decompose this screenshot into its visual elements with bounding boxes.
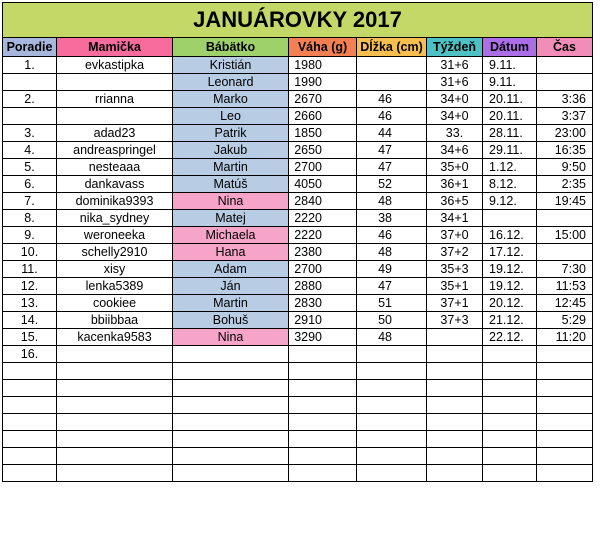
cell-tyzden[interactable]: 36+1 [427, 176, 483, 193]
cell-mamicka[interactable]: schelly2910 [57, 244, 173, 261]
cell-tyzden[interactable]: 34+1 [427, 210, 483, 227]
cell-mamicka[interactable] [57, 397, 173, 414]
cell-dlzka[interactable] [357, 448, 427, 465]
cell-vaha[interactable]: 2700 [289, 261, 357, 278]
table-row [3, 312, 593, 329]
cell-dlzka[interactable]: 50 [357, 312, 427, 329]
cell-tyzden[interactable] [427, 465, 483, 482]
cell-tyzden[interactable] [427, 431, 483, 448]
cell-mamicka[interactable] [57, 108, 173, 125]
cell-dlzka[interactable]: 46 [357, 108, 427, 125]
cell-babatko[interactable]: Nina [173, 329, 289, 346]
cell-cas[interactable]: 5:29 [537, 312, 593, 329]
cell-dlzka[interactable] [357, 414, 427, 431]
table-row [3, 329, 593, 346]
cell-dlzka[interactable]: 48 [357, 329, 427, 346]
cell-datum[interactable]: 19.12. [483, 261, 537, 278]
cell-poradie[interactable]: 12. [3, 278, 57, 295]
cell-tyzden[interactable] [427, 448, 483, 465]
cell-tyzden[interactable] [427, 414, 483, 431]
table-row [3, 108, 593, 125]
cell-datum[interactable]: 29.11. [483, 142, 537, 159]
cell-poradie[interactable]: 7. [3, 193, 57, 210]
cell-vaha[interactable]: 1990 [289, 74, 357, 91]
cell-dlzka[interactable] [357, 346, 427, 363]
cell-poradie[interactable] [3, 74, 57, 91]
table-row [3, 363, 593, 380]
cell-dlzka[interactable]: 38 [357, 210, 427, 227]
cell-mamicka[interactable]: nika_sydney [57, 210, 173, 227]
cell-cas[interactable] [537, 210, 593, 227]
cell-poradie[interactable]: 6. [3, 176, 57, 193]
cell-cas[interactable]: 3:37 [537, 108, 593, 125]
table-row [3, 380, 593, 397]
cell-mamicka[interactable]: nesteaaa [57, 159, 173, 176]
cell-babatko[interactable]: Nina [173, 193, 289, 210]
cell-mamicka[interactable]: cookiee [57, 295, 173, 312]
cell-datum[interactable] [483, 380, 537, 397]
cell-mamicka[interactable] [57, 414, 173, 431]
cell-cas[interactable] [537, 57, 593, 74]
cell-poradie[interactable]: 4. [3, 142, 57, 159]
cell-datum[interactable] [483, 397, 537, 414]
cell-datum[interactable] [483, 363, 537, 380]
cell-vaha[interactable]: 2650 [289, 142, 357, 159]
cell-babatko[interactable]: Leonard [173, 74, 289, 91]
header-mamicka[interactable]: Mamička [57, 38, 173, 57]
cell-vaha[interactable]: 2670 [289, 91, 357, 108]
table-row [3, 91, 593, 108]
cell-babatko[interactable] [173, 397, 289, 414]
table-row [3, 57, 593, 74]
cell-poradie[interactable] [3, 431, 57, 448]
cell-dlzka[interactable]: 47 [357, 142, 427, 159]
cell-vaha[interactable] [289, 363, 357, 380]
table-row [3, 244, 593, 261]
cell-dlzka[interactable]: 48 [357, 193, 427, 210]
cell-datum[interactable]: 9.11. [483, 57, 537, 74]
cell-datum[interactable]: 1.12. [483, 159, 537, 176]
cell-tyzden[interactable] [427, 346, 483, 363]
cell-poradie[interactable]: 8. [3, 210, 57, 227]
cell-datum[interactable] [483, 414, 537, 431]
header-vaha[interactable]: Váha (g) [289, 38, 357, 57]
cell-babatko[interactable]: Matej [173, 210, 289, 227]
cell-poradie[interactable] [3, 380, 57, 397]
cell-babatko[interactable]: Hana [173, 244, 289, 261]
cell-poradie[interactable] [3, 108, 57, 125]
cell-tyzden[interactable]: 37+3 [427, 312, 483, 329]
cell-datum[interactable]: 8.12. [483, 176, 537, 193]
cell-datum[interactable]: 22.12. [483, 329, 537, 346]
cell-dlzka[interactable] [357, 380, 427, 397]
cell-vaha[interactable]: 1980 [289, 57, 357, 74]
cell-cas[interactable] [537, 74, 593, 91]
cell-vaha[interactable] [289, 431, 357, 448]
table-row [3, 125, 593, 142]
cell-cas[interactable]: 16:35 [537, 142, 593, 159]
cell-vaha[interactable] [289, 414, 357, 431]
table-row [3, 431, 593, 448]
cell-poradie[interactable]: 2. [3, 91, 57, 108]
cell-mamicka[interactable] [57, 431, 173, 448]
cell-babatko[interactable] [173, 431, 289, 448]
cell-dlzka[interactable]: 52 [357, 176, 427, 193]
cell-dlzka[interactable]: 46 [357, 227, 427, 244]
cell-datum[interactable] [483, 346, 537, 363]
cell-poradie[interactable] [3, 363, 57, 380]
cell-cas[interactable]: 9:50 [537, 159, 593, 176]
cell-datum[interactable] [483, 431, 537, 448]
cell-datum[interactable]: 20.11. [483, 108, 537, 125]
cell-cas[interactable]: 11:20 [537, 329, 593, 346]
cell-poradie[interactable] [3, 448, 57, 465]
cell-tyzden[interactable]: 35+1 [427, 278, 483, 295]
cell-datum[interactable]: 9.12. [483, 193, 537, 210]
cell-vaha[interactable]: 2830 [289, 295, 357, 312]
table-row [3, 210, 593, 227]
cell-babatko[interactable]: Adam [173, 261, 289, 278]
cell-babatko[interactable]: Martin [173, 295, 289, 312]
cell-vaha[interactable]: 2220 [289, 210, 357, 227]
cell-vaha[interactable] [289, 448, 357, 465]
cell-datum[interactable] [483, 210, 537, 227]
cell-poradie[interactable]: 14. [3, 312, 57, 329]
cell-dlzka[interactable]: 49 [357, 261, 427, 278]
cell-mamicka[interactable] [57, 346, 173, 363]
cell-poradie[interactable]: 3. [3, 125, 57, 142]
cell-tyzden[interactable] [427, 397, 483, 414]
cell-vaha[interactable] [289, 380, 357, 397]
cell-tyzden[interactable]: 34+6 [427, 142, 483, 159]
cell-datum[interactable]: 17.12. [483, 244, 537, 261]
cell-babatko[interactable] [173, 414, 289, 431]
header-poradie[interactable]: Poradie [3, 38, 57, 57]
cell-poradie[interactable] [3, 397, 57, 414]
cell-dlzka[interactable] [357, 57, 427, 74]
cell-mamicka[interactable] [57, 380, 173, 397]
cell-mamicka[interactable]: rrianna [57, 91, 173, 108]
births-table [2, 2, 593, 482]
cell-vaha[interactable]: 2700 [289, 159, 357, 176]
cell-tyzden[interactable]: 31+6 [427, 74, 483, 91]
cell-dlzka[interactable]: 48 [357, 244, 427, 261]
cell-mamicka[interactable] [57, 465, 173, 482]
cell-babatko[interactable]: Matúš [173, 176, 289, 193]
cell-tyzden[interactable]: 34+0 [427, 91, 483, 108]
cell-babatko[interactable] [173, 346, 289, 363]
cell-datum[interactable]: 20.11. [483, 91, 537, 108]
cell-babatko[interactable] [173, 448, 289, 465]
cell-babatko[interactable] [173, 465, 289, 482]
header-cas[interactable]: Čas [537, 38, 593, 57]
cell-datum[interactable]: 28.11. [483, 125, 537, 142]
table-row [3, 227, 593, 244]
cell-mamicka[interactable] [57, 448, 173, 465]
table-row [3, 176, 593, 193]
cell-dlzka[interactable]: 44 [357, 125, 427, 142]
cell-cas[interactable] [537, 448, 593, 465]
cell-tyzden[interactable]: 35+0 [427, 159, 483, 176]
cell-datum[interactable]: 20.12. [483, 295, 537, 312]
table-row [3, 278, 593, 295]
cell-babatko[interactable]: Kristián [173, 57, 289, 74]
cell-vaha[interactable]: 2910 [289, 312, 357, 329]
cell-vaha[interactable]: 1850 [289, 125, 357, 142]
table-row [3, 193, 593, 210]
cell-vaha[interactable]: 4050 [289, 176, 357, 193]
table-row [3, 295, 593, 312]
cell-vaha[interactable] [289, 397, 357, 414]
cell-dlzka[interactable] [357, 74, 427, 91]
cell-cas[interactable]: 7:30 [537, 261, 593, 278]
table-row [3, 465, 593, 482]
cell-vaha[interactable]: 3290 [289, 329, 357, 346]
cell-cas[interactable] [537, 431, 593, 448]
cell-mamicka[interactable]: evkastipka [57, 57, 173, 74]
header-row [3, 38, 593, 57]
cell-tyzden[interactable]: 31+6 [427, 57, 483, 74]
cell-babatko[interactable]: Patrik [173, 125, 289, 142]
cell-babatko[interactable] [173, 363, 289, 380]
cell-tyzden[interactable] [427, 329, 483, 346]
cell-tyzden[interactable]: 34+0 [427, 108, 483, 125]
cell-tyzden[interactable]: 35+3 [427, 261, 483, 278]
cell-babatko[interactable]: Michaela [173, 227, 289, 244]
cell-dlzka[interactable]: 47 [357, 278, 427, 295]
cell-mamicka[interactable]: andreaspringel [57, 142, 173, 159]
cell-vaha[interactable]: 2840 [289, 193, 357, 210]
cell-datum[interactable] [483, 448, 537, 465]
cell-mamicka[interactable]: bbiibbaa [57, 312, 173, 329]
cell-cas[interactable]: 11:53 [537, 278, 593, 295]
cell-babatko[interactable] [173, 380, 289, 397]
cell-tyzden[interactable]: 37+1 [427, 295, 483, 312]
table-row [3, 261, 593, 278]
cell-dlzka[interactable]: 47 [357, 159, 427, 176]
cell-tyzden[interactable]: 33. [427, 125, 483, 142]
cell-mamicka[interactable] [57, 363, 173, 380]
cell-vaha[interactable]: 2220 [289, 227, 357, 244]
cell-babatko[interactable]: Ján [173, 278, 289, 295]
header-datum[interactable]: Dátum [483, 38, 537, 57]
cell-mamicka[interactable]: xisy [57, 261, 173, 278]
header-babatko[interactable]: Bábätko [173, 38, 289, 57]
table-row [3, 142, 593, 159]
cell-mamicka[interactable]: adad23 [57, 125, 173, 142]
table-row [3, 159, 593, 176]
cell-poradie[interactable]: 10. [3, 244, 57, 261]
cell-cas[interactable]: 3:36 [537, 91, 593, 108]
cell-poradie[interactable]: 13. [3, 295, 57, 312]
cell-dlzka[interactable] [357, 465, 427, 482]
cell-babatko[interactable]: Jakub [173, 142, 289, 159]
cell-vaha[interactable]: 2880 [289, 278, 357, 295]
cell-poradie[interactable]: 9. [3, 227, 57, 244]
cell-poradie[interactable]: 11. [3, 261, 57, 278]
table-row [3, 74, 593, 91]
cell-poradie[interactable]: 16. [3, 346, 57, 363]
cell-vaha[interactable]: 2380 [289, 244, 357, 261]
cell-tyzden[interactable]: 37+0 [427, 227, 483, 244]
cell-cas[interactable] [537, 363, 593, 380]
table-row [3, 346, 593, 363]
cell-datum[interactable] [483, 465, 537, 482]
cell-poradie[interactable] [3, 414, 57, 431]
cell-cas[interactable]: 23:00 [537, 125, 593, 142]
cell-babatko[interactable]: Marko [173, 91, 289, 108]
cell-poradie[interactable] [3, 465, 57, 482]
cell-cas[interactable]: 19:45 [537, 193, 593, 210]
cell-mamicka[interactable]: dankavass [57, 176, 173, 193]
cell-datum[interactable]: 21.12. [483, 312, 537, 329]
cell-poradie[interactable]: 5. [3, 159, 57, 176]
table-row [3, 448, 593, 465]
cell-cas[interactable]: 2:35 [537, 176, 593, 193]
cell-cas[interactable] [537, 346, 593, 363]
cell-vaha[interactable] [289, 465, 357, 482]
cell-dlzka[interactable] [357, 397, 427, 414]
cell-mamicka[interactable]: weroneeka [57, 227, 173, 244]
cell-tyzden[interactable]: 36+5 [427, 193, 483, 210]
cell-mamicka[interactable]: lenka5389 [57, 278, 173, 295]
cell-cas[interactable] [537, 465, 593, 482]
cell-datum[interactable]: 19.12. [483, 278, 537, 295]
cell-tyzden[interactable]: 37+2 [427, 244, 483, 261]
cell-dlzka[interactable] [357, 363, 427, 380]
table-row [3, 397, 593, 414]
cell-babatko[interactable]: Bohuš [173, 312, 289, 329]
table-row [3, 414, 593, 431]
cell-datum[interactable]: 9.11. [483, 74, 537, 91]
cell-poradie[interactable]: 1. [3, 57, 57, 74]
cell-vaha[interactable]: 2660 [289, 108, 357, 125]
cell-dlzka[interactable]: 51 [357, 295, 427, 312]
cell-cas[interactable] [537, 397, 593, 414]
cell-cas[interactable] [537, 244, 593, 261]
cell-mamicka[interactable] [57, 74, 173, 91]
cell-dlzka[interactable]: 46 [357, 91, 427, 108]
cell-babatko[interactable]: Leo [173, 108, 289, 125]
header-tyzden[interactable]: Týždeň [427, 38, 483, 57]
cell-vaha[interactable] [289, 346, 357, 363]
sheet-title[interactable]: JANUÁROVKY 2017 [3, 3, 593, 38]
cell-datum[interactable]: 16.12. [483, 227, 537, 244]
cell-mamicka[interactable]: dominika9393 [57, 193, 173, 210]
cell-tyzden[interactable] [427, 363, 483, 380]
cell-cas[interactable] [537, 380, 593, 397]
cell-dlzka[interactable] [357, 431, 427, 448]
cell-tyzden[interactable] [427, 380, 483, 397]
cell-cas[interactable]: 12:45 [537, 295, 593, 312]
cell-babatko[interactable]: Martin [173, 159, 289, 176]
cell-cas[interactable] [537, 414, 593, 431]
header-dlzka[interactable]: Dĺžka (cm) [357, 38, 427, 57]
cell-poradie[interactable]: 15. [3, 329, 57, 346]
cell-cas[interactable]: 15:00 [537, 227, 593, 244]
cell-mamicka[interactable]: kacenka9583 [57, 329, 173, 346]
